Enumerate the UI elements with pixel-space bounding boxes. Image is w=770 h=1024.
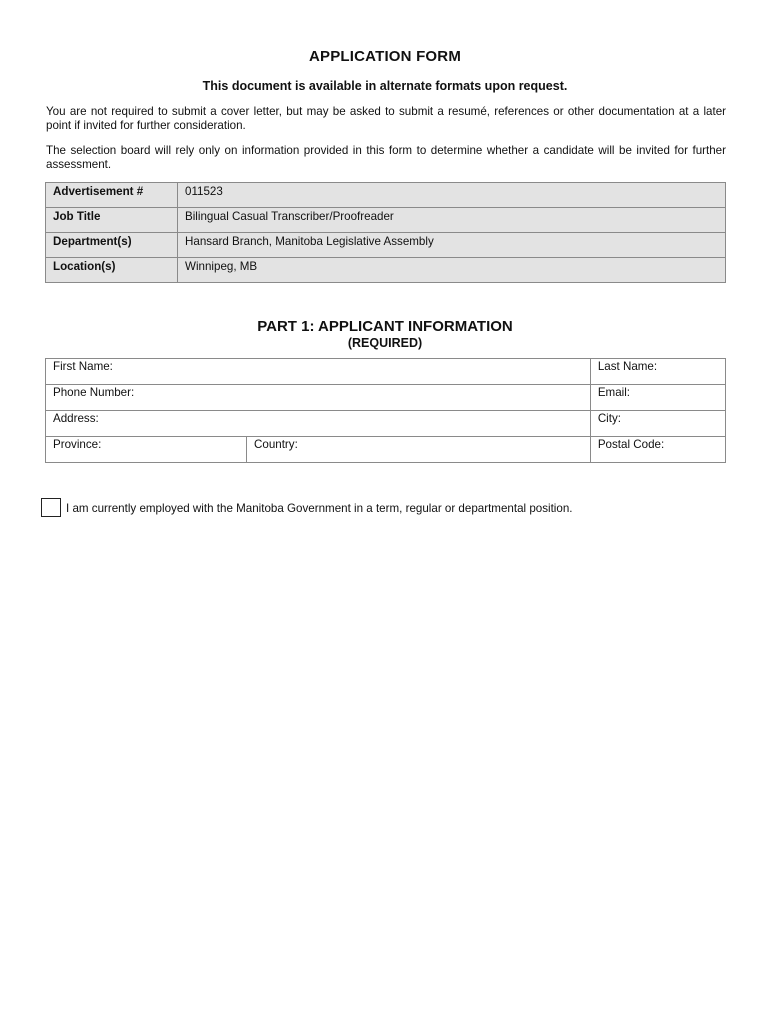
table-row <box>46 258 726 283</box>
cover-letter-paragraph: You are not required to submit a cover letter, but may be asked to submit a resumé, references or other documentation at a later point if invited for further consideration. <box>46 105 726 132</box>
city-field[interactable]: City: <box>590 411 725 437</box>
last-name-field[interactable]: Last Name: <box>590 359 725 385</box>
job-title-value: Bilingual Casual Transcriber/Proofreader <box>178 208 726 233</box>
alternate-formats-notice: This document is available in alternate formats upon request. <box>202 79 568 93</box>
page-title: APPLICATION FORM <box>308 48 462 65</box>
first-name-field[interactable]: First Name: <box>46 359 591 385</box>
selection-board-paragraph: The selection board will rely only on information provided in this form to determine whether a candidate will be invited for further assessment. <box>46 144 726 171</box>
department-value: Hansard Branch, Manitoba Legislative Assembly <box>178 233 726 258</box>
employment-checkbox[interactable] <box>41 498 61 517</box>
table-row <box>46 411 726 437</box>
country-field[interactable]: Country: <box>247 437 591 463</box>
part1-title: PART 1: APPLICANT INFORMATION <box>257 318 513 335</box>
applicant-info-table <box>45 358 726 463</box>
table-row <box>46 385 726 411</box>
table-row <box>46 359 726 385</box>
table-row <box>46 208 726 233</box>
posting-info-table <box>45 182 726 283</box>
advertisement-value: 011523 <box>178 183 726 208</box>
employment-checkbox-label: I am currently employed with the Manitoba Government in a term, regular or departmental position. <box>66 502 573 515</box>
advertisement-label: Advertisement # <box>46 183 178 208</box>
email-field[interactable]: Email: <box>590 385 725 411</box>
table-row <box>46 233 726 258</box>
province-field[interactable]: Province: <box>46 437 247 463</box>
table-row <box>46 437 726 463</box>
department-label: Department(s) <box>46 233 178 258</box>
job-title-label: Job Title <box>46 208 178 233</box>
address-field[interactable]: Address: <box>46 411 591 437</box>
postal-code-field[interactable]: Postal Code: <box>590 437 725 463</box>
phone-number-field[interactable]: Phone Number: <box>46 385 591 411</box>
location-value: Winnipeg, MB <box>178 258 726 283</box>
table-row <box>46 183 726 208</box>
part1-required-note: (REQUIRED) <box>347 336 423 350</box>
location-label: Location(s) <box>46 258 178 283</box>
